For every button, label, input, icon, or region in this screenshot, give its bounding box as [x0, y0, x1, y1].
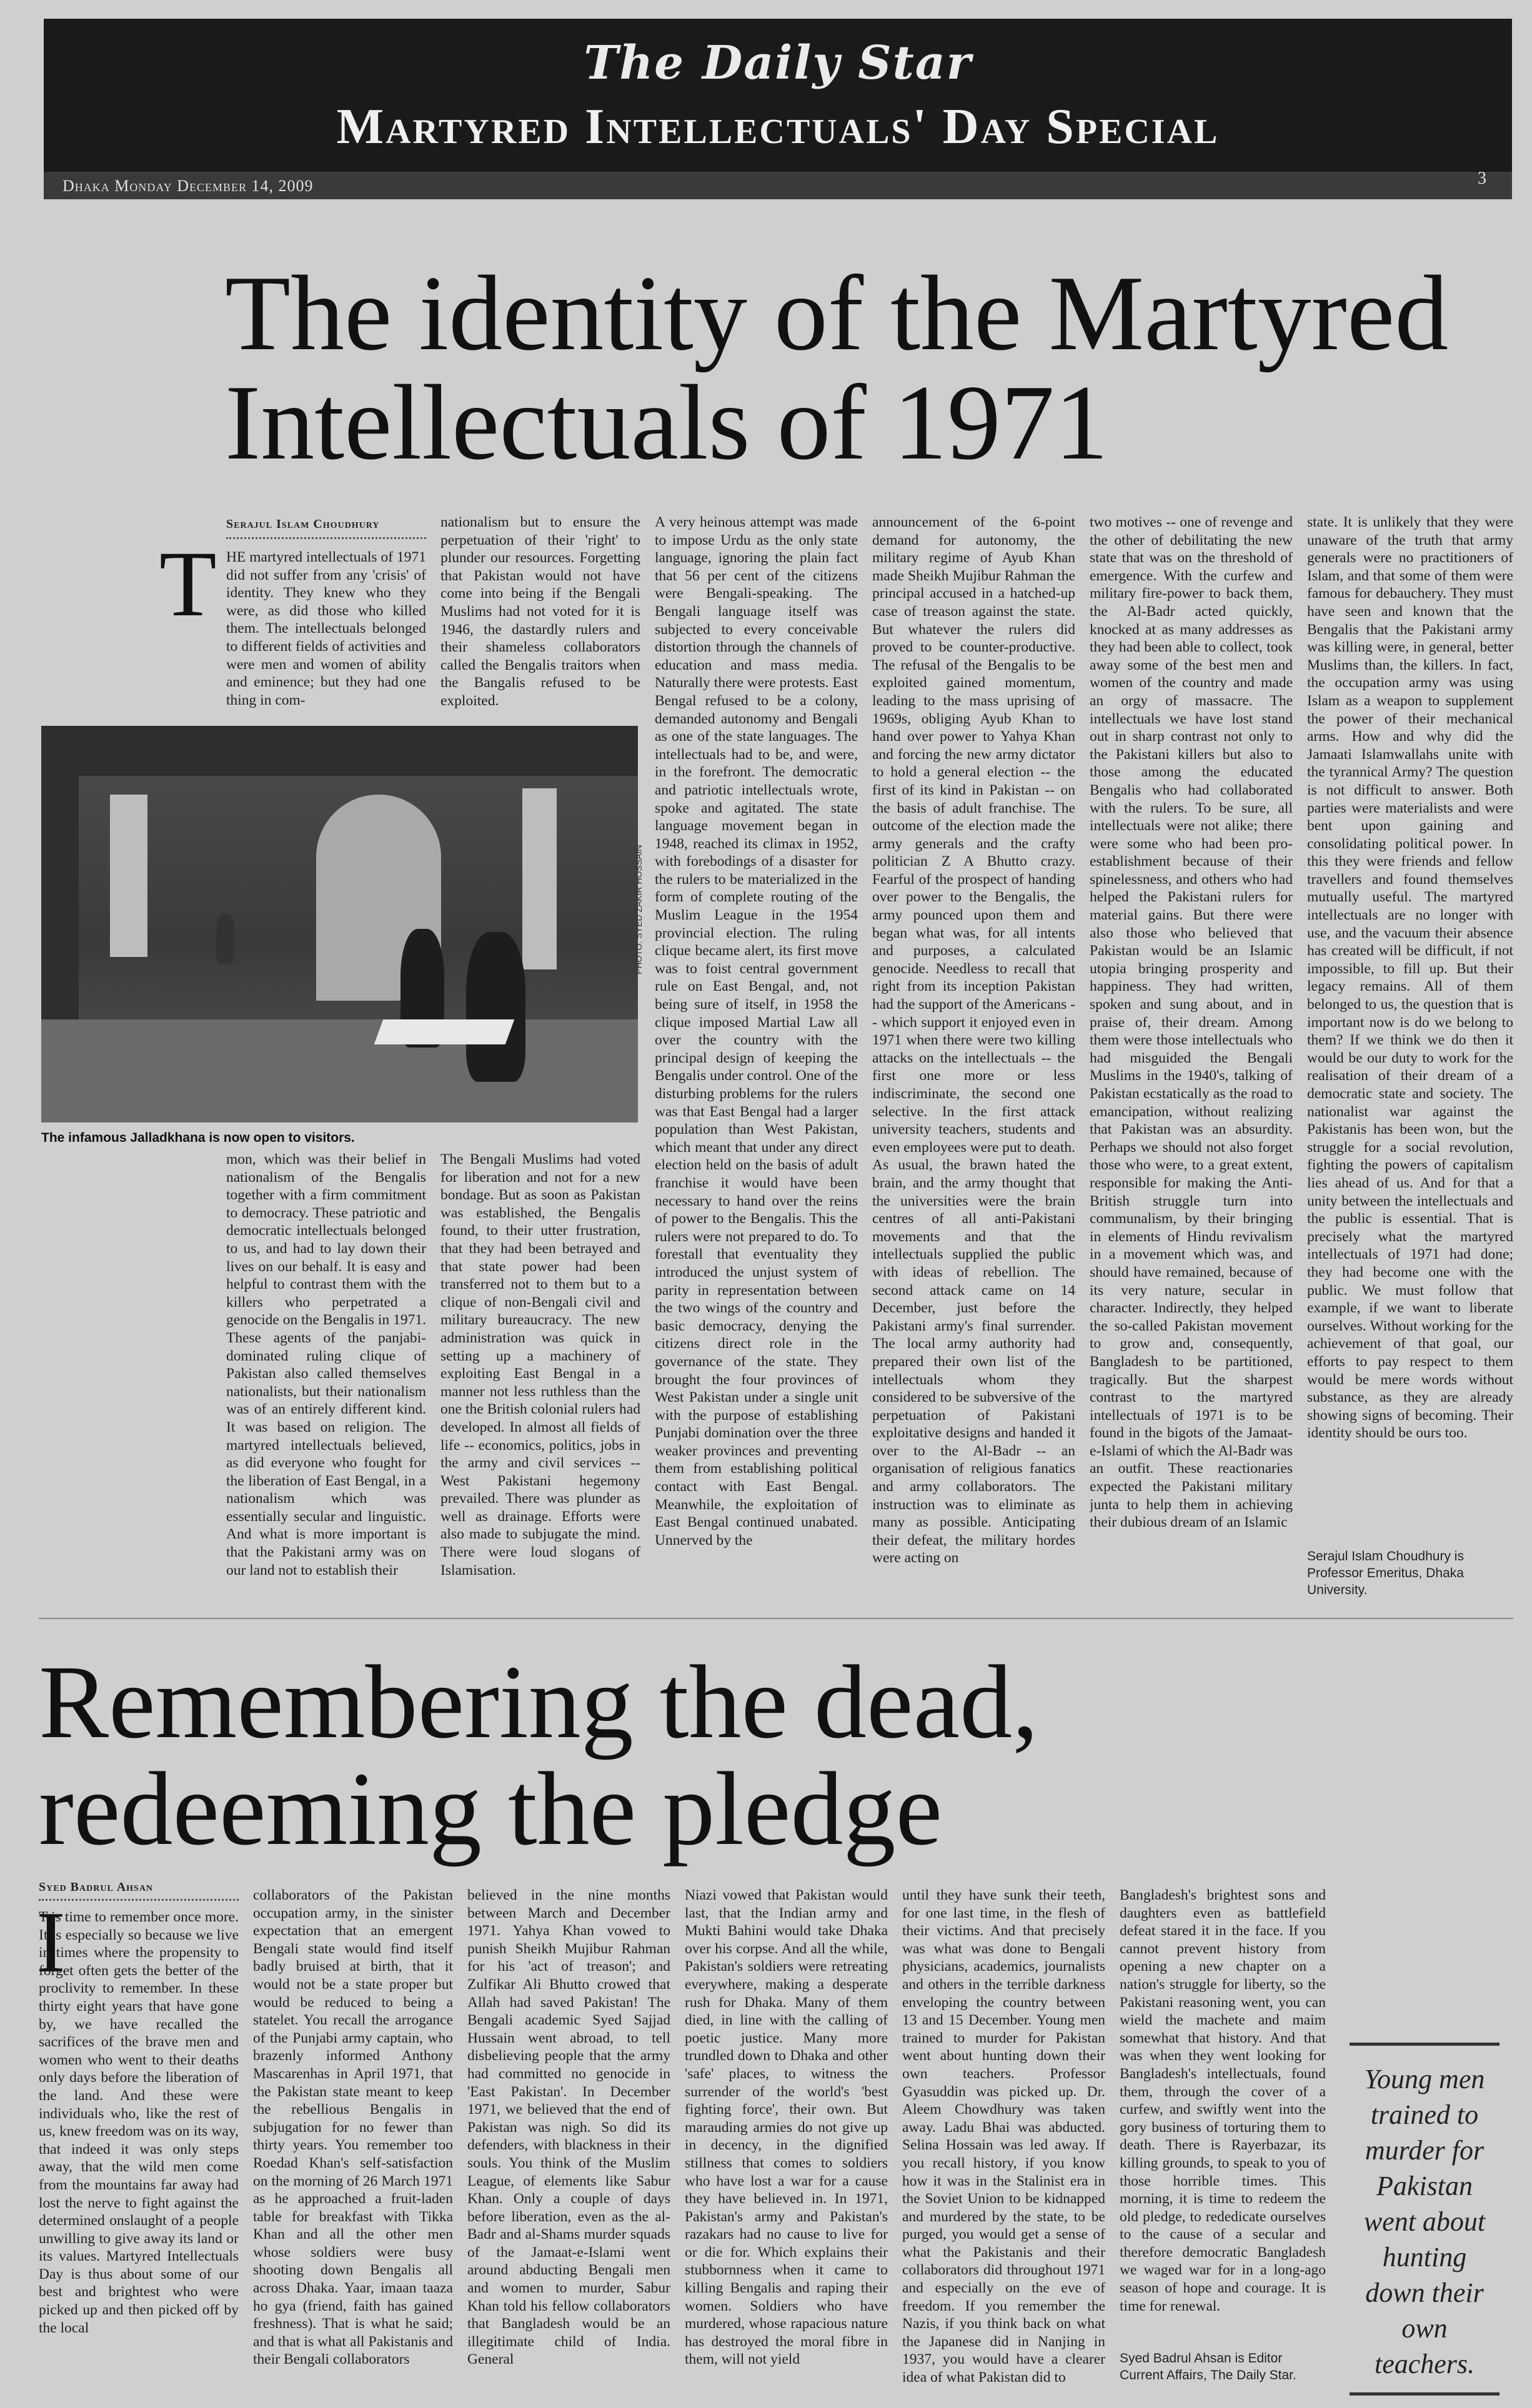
special-edition-title: Martyred Intellectuals' Day Special: [336, 99, 1220, 154]
paragraph: Niazi vowed that Pakistan would last, that the Indian army and Mukti Bahini would take Dhaka over his corpse. And all the while, Pakistan's soldiers were retreating everywhere, making a desperate rush for Dhaka. Many of them died, in line with the calling of poetic justice. Many more trundled down to Dhaka and other 'safe' places, to witness the surrender of the world's 'best fighting force', their own. But marauding armies do not give up in decency, in the dignified stillness that comes to soldiers who have lost a war for a cause they have believed in. In 1971, Pakistan's army and Pakistan's razakars had no cause to live for or die for. Which explains their stubbornness when it came to killing Bengalis and raping their women. Soldiers who have murdered, whose rapacious nature has destroyed the moral fibre in them, will not yield: [685, 1887, 888, 2368]
paragraph: T is time to remember once more. It is especially so because we live in times where the propensity to forget often gets the better of the proclivity to remember. In these thirty eight years that have gone by, we have recalled the sacrifices of the brave men and women who went to their deaths only days before the liberation of the land. And these were individuals who, like the rest of us, knew freedom was on its way, that indeed it was only steps away, that the wild men come from the mountains far away had lost the nerve to fight against the determined onslaught of a people unwilling to give away its land or its values. Martyred Intellectuals Day is thus about some of our best and brightest who were picked up and then picked off by the local: [39, 1909, 239, 2336]
article2-col5: [902, 1886, 1105, 2396]
article1-headline: The identity of the Martyred Intellectuals of 1971: [225, 254, 1449, 483]
paragraph: Bangladesh's brightest sons and daughters even as battlefield defeat stared it in the face. If you cannot prevent history from opening a new chapter on a nation's struggle for liberty, so the Pakistani reasoning went, you can wield the machete and maim somewhat that history. And that was when they went looking for Bangladesh's intellectuals, found them, through the cover of a curfew, and swiftly went into the gory business of torturing them to death. There is Rayerbazar, its killing grounds, to speak to you of those horrible times. This morning, it is time to redeem the old pledge, to rededicate ourselves to the cause of a secular and therefore democratic Bangladesh we waged war for in a long-ago season of hope and courage. It is time for renewal.: [1120, 1887, 1326, 2314]
paragraph: mon, which was their belief in nationalism of the Bengalis together with a firm commitment to democracy. These patriotic and democratic intellectuals belonged to us, and had to lay down their lives on our behalf. It is easy and helpful to contrast them with the killers who perpetrated a genocide on the Bengalis in 1971. These agents of the panjabi-dominated ruling clique of Pakistan also called themselves nationalists, but their nationalism was of an entirely different kind. It was based on religion. The martyred intellectuals believed, as did everyone who fought for the liberation of East Bengal, in a nationalism which was essentially secular and linguistic. And what is more important is that the Pakistani army was on our land not to establish their: [226, 1151, 426, 1578]
paragraph: announcement of the 6-point demand for autonomy, the military regime of Ayub Khan made Sheikh Mujibur Rahman the principal accused in a hatched-up case of treason against the state. But whatever the rulers did proved to be counter-productive. The refusal of the Bengalis to be exploited gained momentum, leading to the mass uprising of 1969s, obliging Ayub Khan to hand over power to Yahya Khan and forcing the new army dictator to hold a general election -- the first of its kind in Pakistan -- on the basis of adult franchise. The outcome of the election made the army generals and the crafty politician Z A Bhutto crazy. Fearful of the prospect of handing over power to the Bengalis, the army pounced upon them and began what was, for all intents and purposes, a calculated genocide. Needless to recall that right from its inception Pakistan had the support of the Americans -- which support it enjoyed even in 1971 when there were two killing attacks on the intellectuals -- the first one more or less indiscriminate, the second one selective. In the first attack university teachers, students and even employees were put to death. As usual, the brawn hated the brain, and the army thought that the universities were the brain centres of all anti-Pakistani movements and that the intellectuals supplied the public with ideas of rebellion. The second attack came on 14 December, just before the Pakistani army's final surrender. The local army authority had prepared their own list of the intellectuals whom they considered to be subversive of the perpetuation of Pakistani exploitative designs and handed it over to the Al-Badr -- an organisation of religious fanatics and army collaborators. The instruction was to eliminate as many as possible. Anticipating their defeat, the military hordes were acting on: [872, 514, 1075, 1567]
paragraph: A very heinous attempt was made to impose Urdu as the only state language, ignoring the plain fact that 56 per cent of the citizens were Bengali-speaking. The Bengali language itself was subjected to every conceivable distortion through the channels of education and mass media. Naturally there were protests. East Bengal refused to be a colony, demanded autonomy and Bengali as one of the state languages. The intellectuals had to be, and were, in the forefront. The democratic and patriotic intellectuals wrote, spoke and agitated. The state language movement began in 1948, reached its climax in 1952, with forebodings of a disaster for the rulers to be materialized in the form of complete routing of the Muslim League in the 1954 provincial election. The ruling clique became alert, its first move was to foist central government rule on East Bengal, and, not being sure of itself, in 1958 the clique imposed Martial Law all over the country with the principal design of keeping the Bengalis under control. One of the disturbing problems for the rulers was that East Bengal had a larger population than West Pakistan, which meant that under any direct election held on the basis of adult franchise it would have been necessary to hand over the reins of power to the Bengalis. This the rulers were not prepared to do. To forestall that eventuality they introduced the unjust system of parity in representation between the two wings of the country and basic democracy, denying the citizens direct role in the governance of the state. They brought the four provinces of West Pakistan under a single unit with the purpose of establishing Punjabi domination over the three weaker provinces and preventing them from establishing political contact with East Bengal. Meanwhile, the exploitation of East Bengal continued unabated. Unnerved by the: [655, 514, 858, 1548]
paper-name-logo: The Daily Star: [584, 36, 972, 90]
drop-cap: T: [159, 532, 217, 636]
pull-quote-rule-top: [1350, 2043, 1500, 2046]
article1-col4: [872, 513, 1075, 1599]
article2-author-note: Syed Badrul Ahsan is Editor Current Affairs, The Daily Star.: [1120, 2351, 1296, 2382]
article1-col2-top: [440, 513, 640, 720]
page-number: 3: [1478, 169, 1486, 188]
dateline: Dhaka Monday December 14, 2009: [62, 177, 314, 195]
paragraph: HE martyred intellectuals of 1971 did not suffer from any 'crisis' of identity. They knew who they were, as did those who killed them. The intellectuals belonged to different fields of activities and were men and women of ability and eminence; but they had one thing in com-: [226, 549, 426, 708]
article1-byline: Serajul Islam Choudhury: [226, 517, 380, 531]
pull-quote-rule-bottom: [1350, 2392, 1500, 2396]
drop-cap: I: [36, 1894, 66, 1991]
article1-col5: [1090, 513, 1293, 1599]
article2-byline: Syed Badrul Ahsan: [39, 1880, 154, 1894]
pull-quote: Young men trained to murder for Pakistan went about hunting down their own teachers.: [1363, 2064, 1486, 2379]
paragraph: until they have sunk their teeth, for one last time, in the flesh of their victims. And that precisely was what was done to Bengali physicians, academics, journalists and others in the terrible darkness enveloping the country between 13 and 15 December. Young men trained to murder for Pakistan went about hunting down their own teachers. Professor Gyasuddin was picked up. Dr. Aleem Chowdhury was taken away. Ladu Bhai was abducted. Selina Hossain was led away. If you recall history, if you know how it was in the Stalinist era in the Soviet Union to be kidnapped and murdered by the state, to be purged, you would get a sense of what the Pakistanis and their collaborators did throughout 1971 and especially on the eve of freedom. If you remember the Nazis, if you think back on what the Japanese did in Nanjing in 1937, you would have a clearer idea of what Pakistan did to: [902, 1887, 1105, 2386]
paragraph: state. It is unlikely that they were unaware of the truth that army generals were no practitioners of Islam, and that some of them were famous for debauchery. They must have seen and known that the Bengalis that the Pakistani army was killing were, in general, better Muslims than, the killers. In fact, the occupation army was using Islam as a weapon to supplement the power of their mechanical arms. How and why did the Jamaati Islamwallahs unite with the tyrannical Army? The question is not difficult to answer. Both parties were materialists and were bent upon gaining and consolidating political power. In this they were friends and fellow travellers and found themselves mutually useful. The martyred intellectuals are no longer with use, and the vacuum their absence has created will be difficult, if not impossible, to fill up. But their legacy remains. All of them belonged to us, the question that is important now is do we belong to them? If we think we do then it would be our duty to work for the realisation of their dream of a democratic state and society. The nationalist war against the Pakistanis has been won, but the struggle for a social revolution, fighting the powers of capitalism lies ahead of us. And for that a unity between the intellectuals and the public is essential. That is precisely what the martyred intellectuals of 1971 had done; they had become one with the public. We must follow that example, if we want to liberate ourselves. Without working for the achievement of that goal, our efforts to pay respect to them would be mere words without substance, as they are already showing signs of becoming. Their identity should be ours too.: [1307, 514, 1513, 1442]
article1-photo: [41, 726, 638, 1122]
article2-col2: [253, 1886, 453, 2396]
article2-col1: [39, 1908, 239, 2396]
article2-col6: [1120, 1886, 1326, 2336]
paragraph: collaborators of the Pakistan occupation army, in the sinister expectation that an emergent Bengali state would find itself badly bruised at birth, that it would not be a state proper but would be reduced to being a statelet. You recall the arrogance of the Punjabi army captain, who brazenly informed Anthony Mascarenhas in April 1971, that the Pakistan state meant to keep the rebellious Bengalis in subjugation for no fewer than thirty years. You remember too Roedad Khan's self-satisfaction on the morning of 26 March 1971 as he approached a fruit-laden table for breakfast with Tikka Khan and all the other men whose soldiers were busy shooting down Bengalis all across Dhaka. Yaar, imaan taaza ho gya (friend, faith has gained freshness). That is what he said; and that is what all Pakistanis and their Bengali collaborators: [253, 1887, 453, 2368]
masthead: [44, 19, 1512, 172]
photo-caption: The infamous Jalladkhana is now open to visitors.: [41, 1131, 355, 1145]
article1-col1-top: [226, 548, 426, 717]
article1-col1-bottom: [226, 1151, 426, 1599]
article1-col3: [655, 513, 858, 1599]
article2-headline: Remembering the dead, redeeming the pledge: [39, 1644, 1039, 1868]
article1-author-note: Serajul Islam Choudhury is Professor Emeritus, Dhaka University.: [1307, 1549, 1464, 1597]
paragraph: believed in the nine months between March and December 1971. Yahya Khan vowed to punish Sheikh Mujibur Rahman for his 'act of treason'; and Zulfikar Ali Bhutto crowed that Allah had saved Pakistan! The Bengali academic Syed Sajjad Hussain went abroad, to tell disbelieving people that the army had committed no genocide in 'East Pakistan'. In December 1971, we believed that the end of Pakistan was nigh. So did its defenders, with blackness in their souls. You think of the Muslim League, of elements like Sabur Khan. Only a couple of days before liberation, even as the al-Badr and al-Shams murder squads of the Jamaat-e-Islami went around abducting Bengali men and women to murder, Sabur Khan told his fellow collaborators that Bangladesh would be an illegitimate child of India. General: [467, 1887, 670, 2368]
article1-col2-bottom: [440, 1151, 640, 1599]
paragraph: nationalism but to ensure the perpetuation of their 'right' to plunder our resources. Forgetting that Pakistan would not have come into being if the Bengali Muslims had not voted for it is 1946, the dastardly rulers and their shameless collaborators called the Bengalis traitors when the Bangalis refused to be exploited.: [440, 514, 640, 709]
byline-rule: [226, 537, 426, 539]
article2-col3: [467, 1886, 670, 2396]
byline-rule: [39, 1899, 239, 1901]
article1-col6: [1307, 513, 1513, 1538]
photo-credit: PHOTO: SYED ZAKIR HOSSAIN: [634, 845, 644, 974]
paragraph: The Bengali Muslims had voted for liberation and not for a new bondage. But as soon as Pakistan was established, the Bengalis found, to their utter frustration, that they had been betrayed and that state power had been transferred not to them but to a clique of non-Bengali civil and military bureaucracy. The new administration was quick in setting up a machinery of exploiting East Bengal in a manner not less ruthless than the one the British colonial rulers had developed. In almost all fields of life -- economics, politics, jobs in the army and civil services -- West Pakistani hegemony prevailed. There was plunder as well as drainage. Efforts were also made to subjugate the mind. There were loud slogans of Islamisation.: [440, 1151, 640, 1578]
section-divider: [39, 1618, 1513, 1619]
paragraph: two motives -- one of revenge and the other of debilitating the new state that was on the threshold of emergence. With the curfew and military fire-power to back them, the Al-Badr acted quickly, knocked at as many addresses as they had been able to collect, took away some of the best men and women of the country and made an orgy of massacre. The intellectuals we have lost stand out in sharp contrast not only to the Pakistani killers but also to those among the educated Bengalis who had collaborated with the rulers. To be sure, all intellectuals were not alike; there were some who had been pro-establishment because of their spinelessness, and others who had helped the Pakistani rulers for material gains. But there were also those who believed that Pakistan would be an Islamic utopia bringing prosperity and happiness. They had written, spoken and sung about, and in praise of, their dream. Among them were those intellectuals who had misguided the Bengali Muslims in the 1940's, talking of Pakistan ecstatically as the road to emancipation, without realizing that Pakistan was an absurdity. Perhaps we should not also forget those who were, to a great extent, responsible for making the Anti-British struggle turn into communalism, by their bringing in elements of Hindu revivalism in a movement which was, and should have remained, because of its very nature, secular in character. Indirectly, they helped the so-called Pakistan movement to grow and, consequently, Bangladesh to be partitioned, tragically. But the sharpest contrast to the martyred intellectuals of 1971 is to be found in the bigots of the Jamaat-e-Islami of which the Al-Badr was an outfit. These reactionaries expected the Pakistani military junta to help them in achieving their dubious dream of an Islamic: [1090, 514, 1293, 1531]
article2-col4: [685, 1886, 888, 2396]
